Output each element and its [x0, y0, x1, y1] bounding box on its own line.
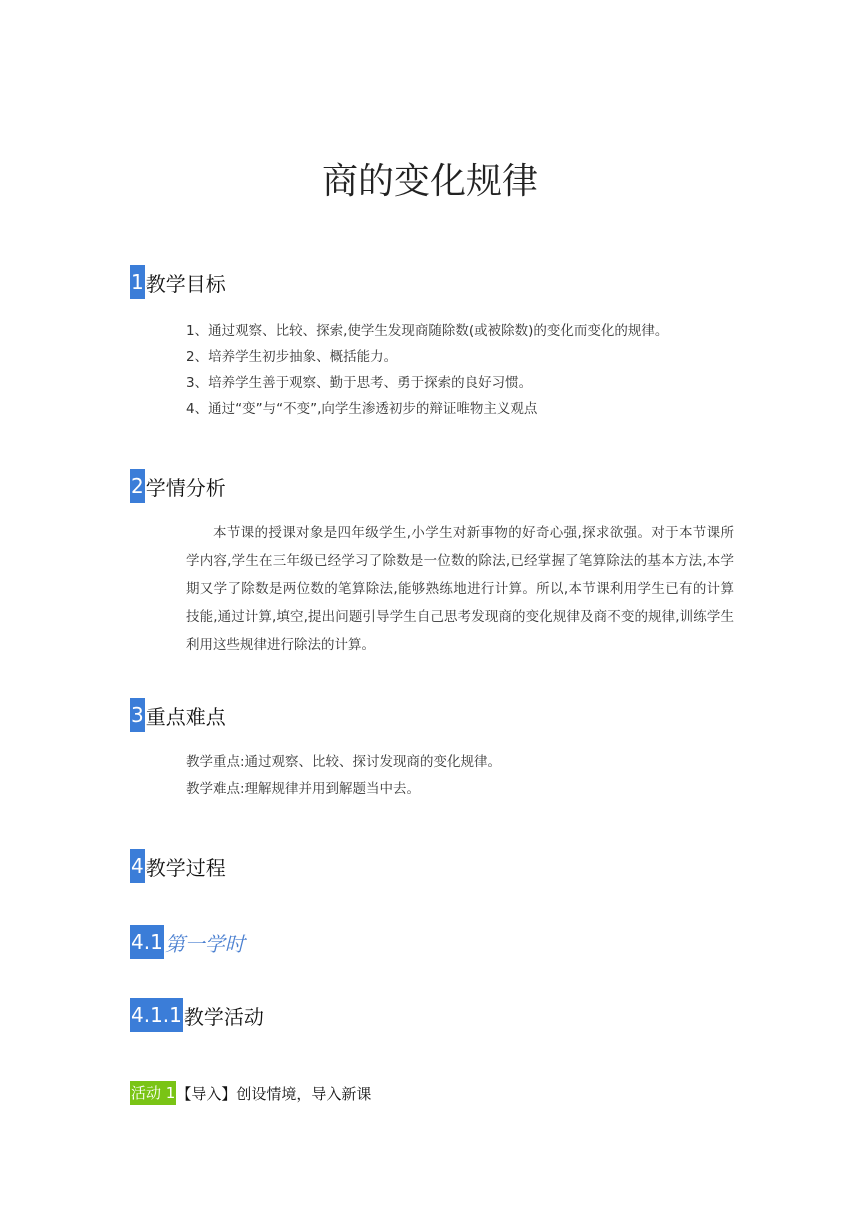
student-analysis-paragraph: 本节课的授课对象是四年级学生,小学生对新事物的好奇心强,探求欲强。对于本节课所学内容,学生在三年级已经学习了除数是一位数的除法,已经掌握了笔算除法的基本方法,本学期又学了除数是两位数的笔算除法,能够熟练地进行计算。所以,本节课利用学生已有的计算技能,通过计算,填空,提出问题引导学生自己思考发现商的变化规律及商不变的规律,训练学生利用这些规律进行除法的计算。 — [186, 525, 734, 653]
activity-title: 【导入】创设情境，导入新课 — [176, 1084, 372, 1103]
section-heading-4 — [130, 849, 226, 883]
section-heading-1 — [130, 265, 226, 299]
subsection-heading — [130, 925, 245, 959]
activity-badge: 活动 1 — [130, 1081, 176, 1105]
section-title: 教学过程 — [145, 855, 226, 880]
key-points-block — [186, 749, 501, 803]
list-item: 3、培养学生善于观察、勤于思考、勇于探索的良好习惯。 — [186, 375, 533, 391]
activity-heading — [130, 1081, 371, 1105]
list-item: 4、通过“变”与“不变”,向学生渗透初步的辩证唯物主义观点 — [186, 401, 538, 417]
section-number-badge: 3 — [130, 698, 145, 732]
subsubsection-title: 教学活动 — [183, 1004, 264, 1029]
section-heading-3 — [130, 698, 226, 732]
section-title: 教学目标 — [145, 271, 226, 296]
subsection-number-badge: 4.1 — [130, 925, 164, 959]
section-title: 重点难点 — [145, 704, 226, 729]
section-number-badge: 1 — [130, 265, 145, 299]
section-title: 学情分析 — [145, 475, 226, 500]
subsubsection-heading — [130, 998, 264, 1032]
subsection-title: 第一学时 — [164, 931, 245, 956]
section-number-badge: 2 — [130, 469, 145, 503]
page-title: 商的变化规律 — [321, 161, 538, 202]
key-point-line: 教学重点:通过观察、比较、探讨发现商的变化规律。 — [186, 754, 502, 770]
section-number-badge: 4 — [130, 849, 145, 883]
difficult-point-line: 教学难点:理解规律并用到解题当中去。 — [186, 781, 421, 797]
list-item: 1、通过观察、比较、探索,使学生发现商随除数(或被除数)的变化而变化的规律。 — [186, 323, 669, 339]
teaching-goals-list — [186, 318, 668, 422]
section-heading-2 — [130, 469, 226, 503]
list-item: 2、培养学生初步抽象、概括能力。 — [186, 349, 398, 365]
subsubsection-number-badge: 4.1.1 — [130, 998, 183, 1032]
